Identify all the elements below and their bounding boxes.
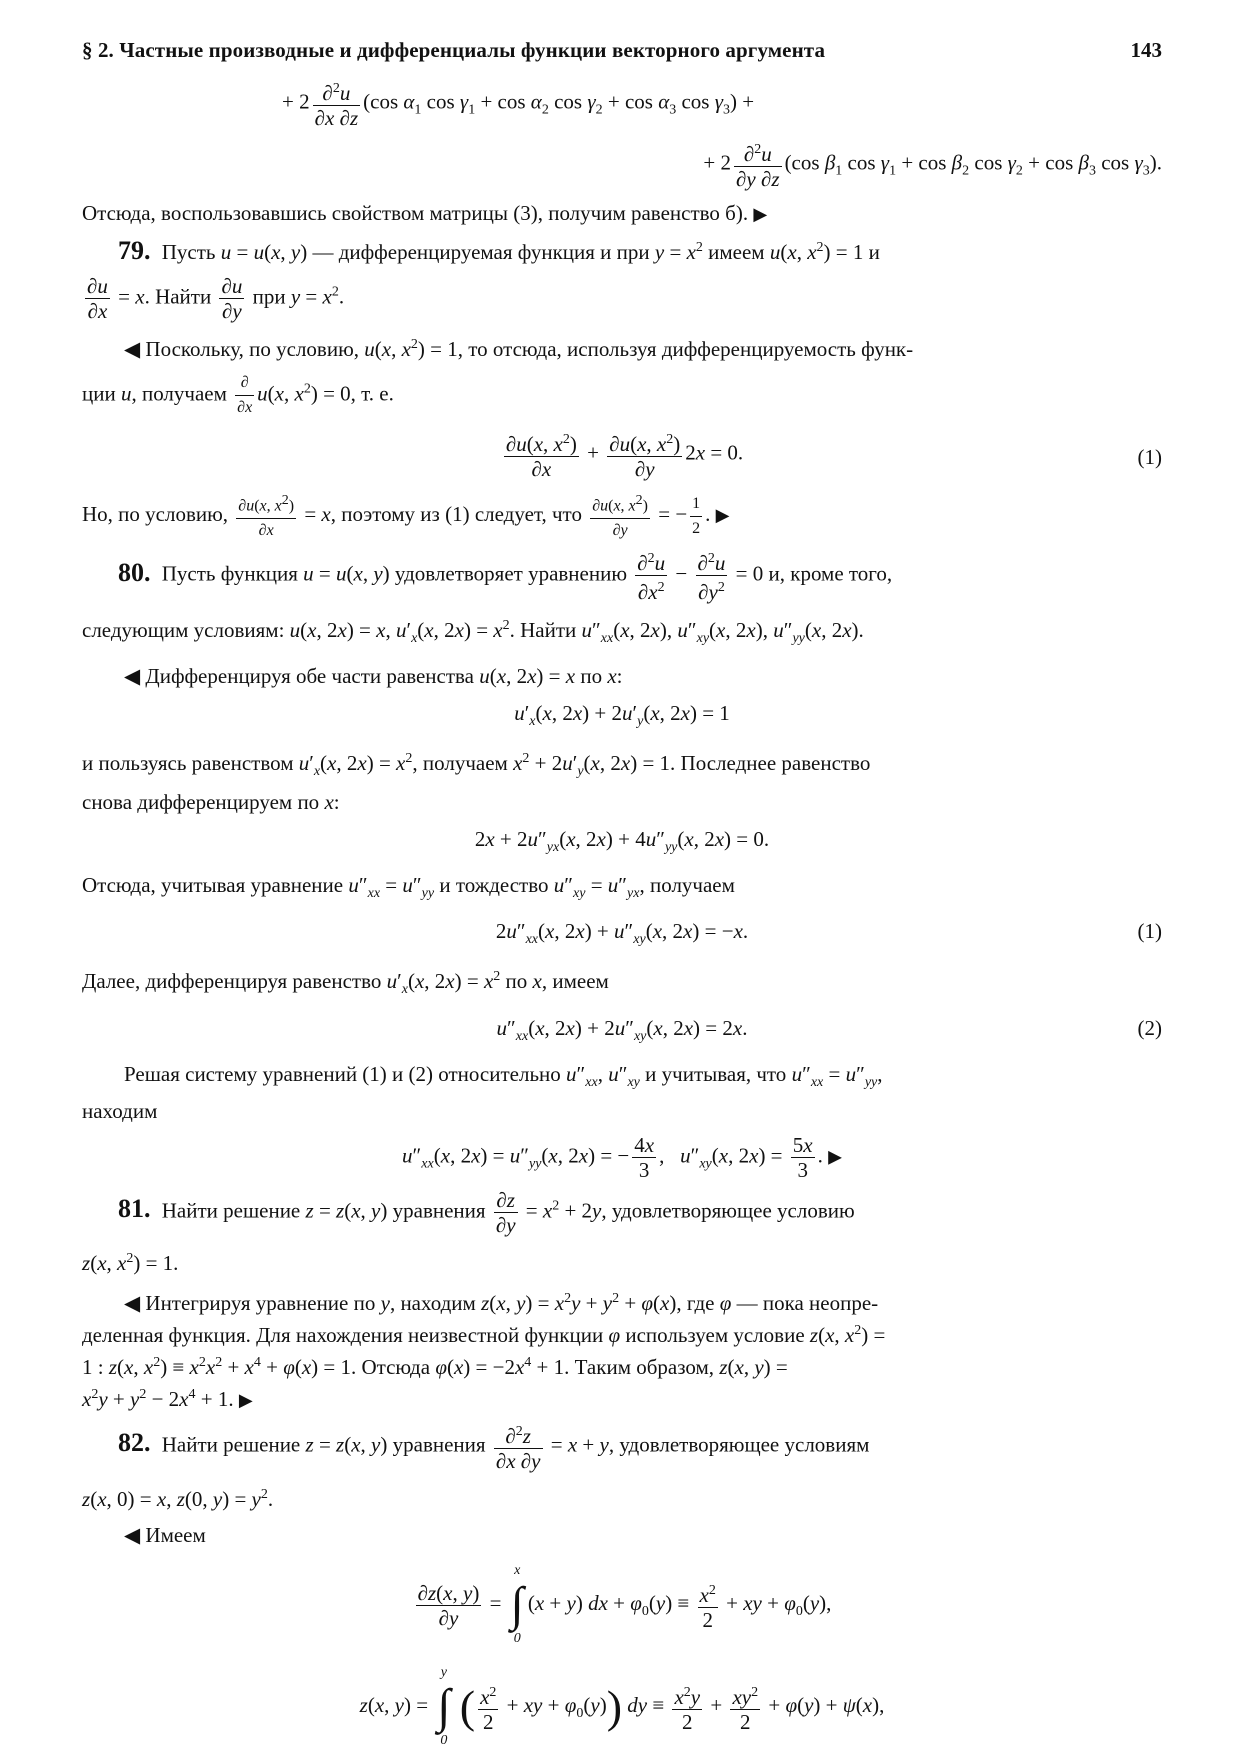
- p79-text-6: при: [252, 284, 286, 309]
- solution-81-c: 1 : z(x, $x^2) \equiv x^2x^2 + x^4 + \varphi(x) = 1$. Отсюда $\varphi(x) = -2x^4 + 1$. Таким образом, z(x, y) =: [82, 1355, 788, 1380]
- solution-80-d: Отсюда, учитывая уравнение $u''_{xx} = u''_{yy}$ и тождество $u''_{xy} = u''_{yx}$, получаем: [82, 873, 735, 902]
- s80-text-13: Решая систему уравнений (1) и (2) относительно: [124, 1061, 561, 1086]
- solution-81: ◀ Интегрируя уравнение по y, находим z(x, $y) = x^2y + y^2 + \varphi(x)$, где φ — пока неопре-: [124, 1291, 879, 1316]
- start-proof-icon: ◀: [124, 337, 141, 361]
- s80-text-4: , получаем: [412, 750, 508, 775]
- s79-text-3: ции: [82, 381, 116, 406]
- equation-79-1: $\frac{\partial u(x, x^2)}{\partial x}$ + $\frac{\partial u(x, x^2)}{\partial y}$ 2x = 0. (1): [505, 432, 1162, 481]
- problem-82-number: 82.: [118, 1428, 151, 1458]
- s80-text-9: , получаем: [639, 873, 735, 898]
- problem-80-cont: следующим условиям: u(x, 2x) = x, $u'_x(x$, $2x) = x^2$. Найти $u''_{xx}(x$, 2x), $u''_{xy}(x$, 2x), $u''_{yy}(x$, 2x).: [82, 618, 864, 647]
- s79-text-6: Но, по условию,: [82, 501, 229, 526]
- solution-79-end: Но, по условию, $\frac{\partial u(x, x2)}{\partial x}$ = x, поэтому из (1) следует, что $\frac{\partial u(x, x2)}{\partial y}$ = − $\frac{1}{2}$ . ▶: [82, 489, 1162, 543]
- p80-text-2: удовлетворяет уравнению: [394, 561, 628, 586]
- s81-text-3: , где: [676, 1291, 715, 1316]
- end-proof-icon: ▶: [715, 504, 730, 525]
- s80-text-3: и пользуясь равенством: [82, 750, 294, 775]
- page: [82, 38, 1162, 1749]
- s80-text-1: Дифференцируя обе части равенства: [145, 663, 475, 688]
- p80-text-5: . Найти: [509, 618, 577, 643]
- s81-text-8: . Таким образом,: [564, 1355, 715, 1380]
- equation-82-a: $\frac{\partial z(x, y)}{\partial y}$ = x ∫ 0 (x + y) dx + $\varphi_0(y)$ ≡ $\frac{x^2}{2}$ + xy + $\varphi_0(y)$,: [417, 1563, 832, 1647]
- p79-text-2: — дифференцируемая функция и при: [312, 240, 650, 264]
- start-proof-icon: ◀: [124, 1523, 141, 1548]
- formula-continuation-1: + 2 $\frac{\partial^2u}{\partial x \partial z}$ (cos $\alpha_1$ $\cos \gamma_1 + \cos \alpha_2$ $\cos \gamma_2 + \cos \alpha_3$ $\cos \gamma_3$) +: [282, 81, 755, 130]
- problem-80: 80. Пусть функция u = u(x, y) удовлетворяет уравнению $\frac{\partial^2u}{\partial x^2}$ − $\frac{\partial^2u}{\partial y^2}$ = 0 и, кроме того,: [118, 551, 893, 605]
- start-proof-icon: ◀: [124, 663, 141, 688]
- p79-text-5: . Найти: [144, 284, 212, 309]
- solution-80-f: Решая систему уравнений (1) и (2) относительно $u''_{xx}$, $u''_{xy}$ и учитывая, что $u''_{xx} = u''_{yy}$,: [124, 1061, 883, 1091]
- paragraph-conclude: [82, 199, 1162, 228]
- solution-80: ◀ Дифференцируя обе части равенства u(x, 2x) = x по x:: [124, 663, 623, 688]
- p80-text-4: следующим условиям:: [82, 618, 285, 643]
- solution-79: ◀ Поскольку, по условию, u(x, $x^2) = 1$, то отсюда, используя дифференцируемость функ-: [124, 337, 914, 361]
- problem-79: 79. Пусть u = u(x, y) — дифференцируемая функция и при $y = x^2$ имеем u(x, $x^2) = 1$ и: [118, 236, 880, 265]
- p80-text-1: Пусть функция: [161, 561, 298, 586]
- p79-text-3: имеем: [708, 240, 765, 264]
- s81-text-2: , находим: [389, 1291, 476, 1316]
- problem-80-number: 80.: [118, 557, 151, 587]
- s80-text-2: по: [580, 663, 603, 688]
- s80-text-11: по: [505, 969, 528, 994]
- s79-text-5: , т. е.: [350, 381, 394, 406]
- s80-text-15: находим: [82, 1099, 158, 1124]
- s79-text-4: , получаем: [131, 381, 227, 406]
- equation-80-1: $2u''_{xx}(x$, $2x) + u''_{xy}(x$, 2x) = −x. (1): [82, 916, 1162, 955]
- p82-text-3: , удовлетворяющее условиям: [608, 1432, 870, 1457]
- s80-text-6: снова дифференцируем по: [82, 789, 320, 814]
- equation-80-result: $u''_{xx}(x$, $2x) = u''_{yy}(x$, 2x) = − $\frac{4x}{3}$ , $u''_{xy}(x$, 2x) = $\frac{5x}{3}$ . ▶: [402, 1133, 842, 1183]
- equation-80-b: $2x + 2u''_{yx}(x$, $2x) + 4u''_{yy}(x$, 2x) = 0.: [474, 826, 770, 856]
- end-proof-icon: ▶: [828, 1146, 842, 1167]
- solution-80-b: и пользуясь равенством $u'_x(x$, $2x) = x^2$, получаем $x^2 + 2u'_y(x$, 2x) = 1. Последнее равенство: [82, 750, 871, 779]
- problem-79-number: 79.: [118, 236, 151, 265]
- s81-text-4: — пока неопре-: [736, 1291, 879, 1316]
- s80-text-7: Отсюда, учитывая уравнение: [82, 873, 344, 898]
- page-number: 143: [1130, 38, 1162, 62]
- equation-number: (1): [1137, 445, 1162, 469]
- p82-text-2: уравнения: [392, 1432, 486, 1457]
- s80-text-10: Далее, дифференцируя равенство: [82, 969, 382, 994]
- s80-text-12: , имеем: [541, 969, 609, 994]
- solution-82: [82, 1521, 1162, 1549]
- conclude-text: Отсюда, воспользовавшись свойством матрицы (3), получим равенство б).: [82, 201, 749, 225]
- end-proof-icon: ▶: [753, 204, 768, 224]
- problem-82: 82. Найти решение z = z(x, y) уравнения $\frac{\partial^2z}{\partial x \partial y}$ = x + y, удовлетворяющее условиям: [118, 1424, 870, 1474]
- p81-text-1: Найти решение: [161, 1198, 301, 1223]
- header-title: § 2. Частные производные и дифференциалы функции векторного аргумента: [82, 38, 826, 62]
- s79-text-2: , то отсюда, используя дифференцируемость функ-: [457, 337, 914, 361]
- solution-81-d: $x^2y + y^2 - 2x^4 + 1$. ▶: [82, 1387, 253, 1412]
- s81-text-7: Отсюда: [361, 1355, 431, 1380]
- problem-79-cont: $\frac{\partial u}{\partial x}$ = x. Найти $\frac{\partial u}{\partial y}$ при $y = x^2$.: [87, 274, 345, 323]
- equation-80-2: $u''_{xx}(x$, $2x) + 2u''_{xy}(x$, 2x) = 2x. (2): [82, 1013, 1162, 1052]
- s79-text-1: Поскольку, по условию,: [145, 337, 360, 361]
- p82-text-1: Найти решение: [161, 1432, 301, 1457]
- running-header: [82, 38, 1162, 63]
- s81-text-6: используем условие: [625, 1323, 805, 1348]
- p80-text-3: и, кроме того,: [768, 561, 893, 586]
- s79-text-7: , поэтому из (1) следует, что: [330, 501, 582, 526]
- s80-text-8: и тождество: [439, 873, 549, 898]
- s80-text-14: и учитывая, что: [645, 1061, 787, 1086]
- p79-text-4: и: [868, 240, 880, 264]
- solution-81-b: деленная функция. Для нахождения неизвестной функции φ используем условие z(x, $x^2$) =: [82, 1323, 886, 1348]
- equation-82-b: z(x, y) = y ∫ 0 ( $\frac{x^2}{2}$ + xy + $\varphi_0(y)$) dy ≡ $\frac{x^2y}{2}$ + $\frac{xy^2}{2}$ + φ(y) + ψ(x),: [359, 1665, 885, 1749]
- end-proof-icon: ▶: [238, 1390, 253, 1411]
- equation-80-a: $u'_x(x$, $2x) + 2u'_y(x$, 2x) = 1: [514, 700, 730, 729]
- problem-81: 81. Найти решение z = z(x, y) уравнения $\frac{\partial z}{\partial y}$ = $x^2 + 2y$, удовлетворяющее условию: [118, 1188, 855, 1238]
- solution-79-cont: ции u, получаем $\frac{\partial}{\partial x}$ u(x, $x^2) = 0$, т. е.: [82, 371, 1162, 420]
- p79-text: Пусть: [161, 240, 216, 264]
- equation-number: (2): [1137, 1015, 1162, 1040]
- s81-text-1: Интегрируя уравнение по: [145, 1291, 376, 1316]
- s81-text-5: деленная функция. Для нахождения неизвестной функции: [82, 1323, 604, 1348]
- start-proof-icon: ◀: [124, 1291, 141, 1316]
- solution-80-c: снова дифференцируем по x:: [82, 789, 340, 814]
- problem-82-cont: z(x, 0) = x, z(0, $y) = y^2$.: [82, 1487, 274, 1512]
- formula-continuation-2: + 2 $\frac{\partial^2u}{\partial y \partial z}$ (cos $\beta_1$ $\cos \gamma_1 + \cos \beta_2$ $\cos \gamma_2 + \cos \beta_3$ $\cos \gamma_3$).: [703, 142, 1162, 191]
- equation-number: (1): [1137, 919, 1162, 944]
- problem-81-number: 81.: [118, 1194, 151, 1224]
- solution-80-e: Далее, дифференцируя равенство $u'_x(x$, $2x) = x^2$ по x, имеем: [82, 969, 609, 998]
- solution-80-g: [82, 1097, 1162, 1125]
- p81-text-3: , удовлетворяющее условию: [601, 1198, 855, 1223]
- s80-text-5: . Последнее равенство: [670, 750, 871, 775]
- s82-text-1: Имеем: [145, 1523, 206, 1548]
- problem-81-cont: z(x, $x^2) = 1$.: [82, 1251, 179, 1276]
- p81-text-2: уравнения: [392, 1198, 486, 1223]
